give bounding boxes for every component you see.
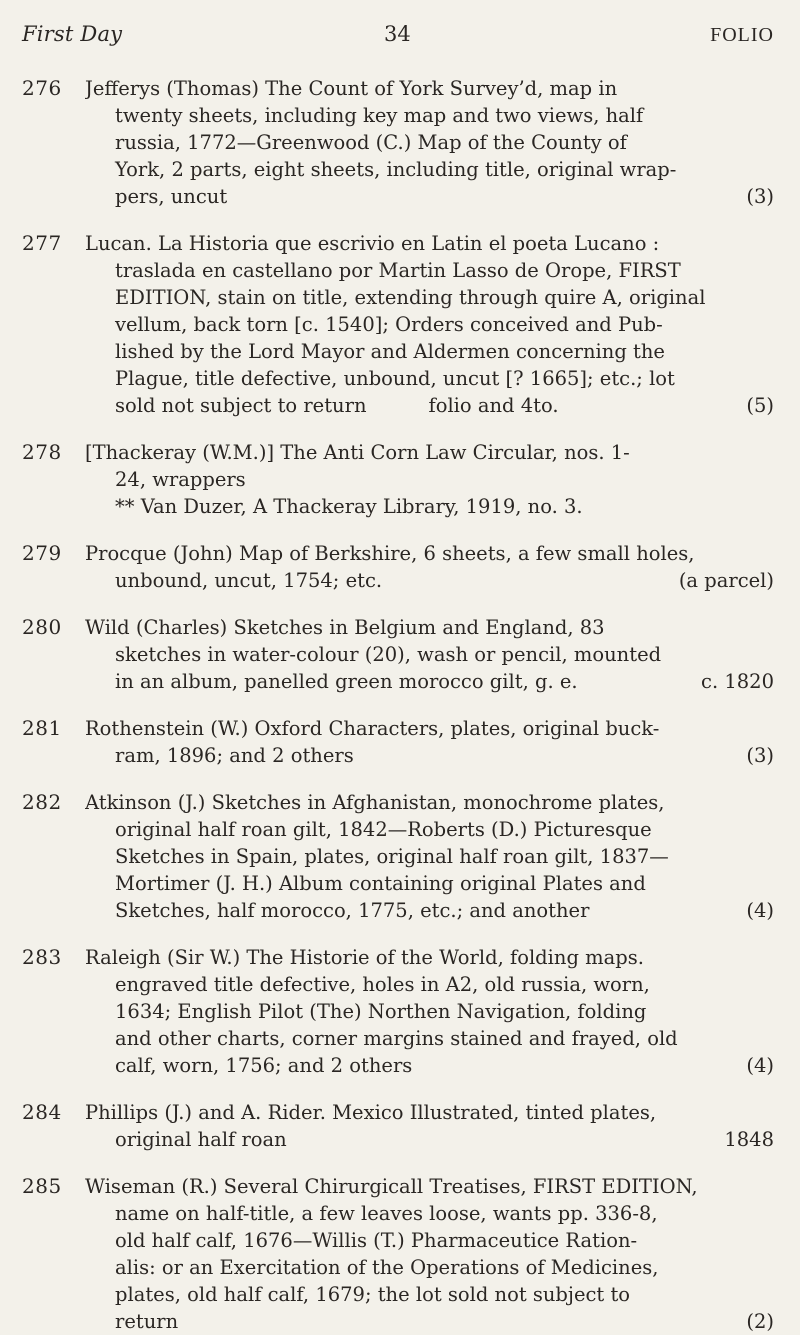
sale-day-label: First Day <box>22 22 123 46</box>
lot-line: EDITION, stain on title, extending through quire A, original <box>115 286 706 309</box>
lot-line: old half calf, 1676—Willis (T.) Pharmaceutice Ration- <box>115 1229 638 1252</box>
lot-line: Wiseman (R.) Several Chirurgicall Treatises, FIRST EDITION, <box>85 1175 698 1198</box>
lot-line: Jefferys (Thomas) The Count of York Survey’d, map in <box>85 77 618 100</box>
lot-last-text: ram, 1896; and 2 others <box>115 744 354 767</box>
lot-entry <box>22 715 774 769</box>
lot-last-text: ** Van Duzer, A Thackeray Library, 1919, no. 3. <box>115 495 583 518</box>
lot-line: Plague, title defective, unbound, uncut [? 1665]; etc.; lot <box>115 367 675 390</box>
lot-number: 280 <box>22 615 62 639</box>
lot-description <box>85 944 774 1079</box>
lot-quantity: (3) <box>746 744 774 767</box>
lot-line: plates, old half calf, 1679; the lot sold not subject to <box>115 1283 631 1306</box>
lot-last-line <box>85 392 774 419</box>
lot-line: 1634; English Pilot (The) Northen Navigation, folding <box>115 1000 647 1023</box>
lot-line: alis: or an Exercitation of the Operations of Medicines, <box>115 1256 659 1279</box>
lot-description <box>85 540 774 594</box>
lot-line: engraved title defective, holes in A2, old russia, worn, <box>115 973 650 996</box>
lot-quantity: (4) <box>746 899 774 922</box>
lot-number: 281 <box>22 716 62 740</box>
lot-number: 284 <box>22 1100 62 1124</box>
lot-line: Atkinson (J.) Sketches in Afghanistan, monochrome plates, <box>85 791 665 814</box>
lot-line: Raleigh (Sir W.) The Historie of the World, folding maps. <box>85 946 644 969</box>
lot-entry <box>22 1099 774 1153</box>
lot-last-line <box>85 1308 774 1335</box>
page-header <box>22 22 774 47</box>
lot-last-text: pers, uncut <box>115 185 228 208</box>
lot-description <box>85 75 774 210</box>
lot-last-text: sold not subject to return folio and 4to. <box>115 394 559 417</box>
lot-last-line <box>85 183 774 210</box>
lot-line: Mortimer (J. H.) Album containing original Plates and <box>115 872 646 895</box>
lot-quantity: (3) <box>746 185 774 208</box>
lot-description <box>85 1173 774 1335</box>
lot-line: Phillips (J.) and A. Rider. Mexico Illustrated, tinted plates, <box>85 1101 657 1124</box>
lot-line: and other charts, corner margins stained and frayed, old <box>115 1027 678 1050</box>
lot-quantity: (5) <box>746 394 774 417</box>
lot-entry <box>22 75 774 210</box>
lot-last-text: return <box>115 1310 179 1333</box>
lot-number: 283 <box>22 945 62 969</box>
lot-number: 278 <box>22 440 62 464</box>
lot-line: York, 2 parts, eight sheets, including title, original wrap- <box>115 158 677 181</box>
lot-description <box>85 230 774 419</box>
lot-line: sketches in water-colour (20), wash or pencil, mounted <box>115 643 662 666</box>
lot-line: Lucan. La Historia que escrivio en Latin el poeta Lucano : <box>85 232 660 255</box>
lot-last-text: original half roan <box>115 1128 287 1151</box>
lot-description <box>85 789 774 924</box>
lot-line: lished by the Lord Mayor and Aldermen concerning the <box>115 340 665 363</box>
lot-line: 24, wrappers <box>115 468 246 491</box>
lot-number: 276 <box>22 76 62 100</box>
lot-quantity: c. 1820 <box>701 670 774 693</box>
lot-line: russia, 1772—Greenwood (C.) Map of the County of <box>115 131 627 154</box>
lot-last-line <box>85 1126 774 1153</box>
lot-description <box>85 1099 774 1153</box>
lot-entry <box>22 230 774 419</box>
lot-line: traslada en castellano por Martin Lasso de Orope, FIRST <box>115 259 681 282</box>
lot-description <box>85 614 774 695</box>
lot-list <box>22 75 774 1335</box>
lot-last-line <box>85 567 774 594</box>
lot-entry <box>22 439 774 520</box>
lot-line: twenty sheets, including key map and two views, half <box>115 104 644 127</box>
lot-last-line <box>85 1052 774 1079</box>
lot-number: 285 <box>22 1174 62 1198</box>
lot-last-line <box>85 897 774 924</box>
lot-entry <box>22 540 774 594</box>
lot-line: Rothenstein (W.) Oxford Characters, plates, original buck- <box>85 717 660 740</box>
lot-last-line <box>85 668 774 695</box>
lot-description <box>85 715 774 769</box>
lot-last-text: unbound, uncut, 1754; etc. <box>115 569 383 592</box>
lot-line: vellum, back torn [c. 1540]; Orders conceived and Pub- <box>115 313 663 336</box>
lot-line: original half roan gilt, 1842—Roberts (D.) Picturesque <box>115 818 652 841</box>
lot-entry <box>22 789 774 924</box>
lot-description <box>85 439 774 520</box>
lot-last-line <box>85 493 774 520</box>
lot-entry <box>22 1173 774 1335</box>
page-number: 34 <box>384 22 411 46</box>
lot-number: 277 <box>22 231 62 255</box>
lot-line: Procque (John) Map of Berkshire, 6 sheets, a few small holes, <box>85 542 695 565</box>
lot-entry <box>22 614 774 695</box>
lot-entry <box>22 944 774 1079</box>
lot-last-text: in an album, panelled green morocco gilt, g. e. <box>115 670 578 693</box>
lot-line: [Thackeray (W.M.)] The Anti Corn Law Circular, nos. 1- <box>85 441 630 464</box>
lot-quantity: (a parcel) <box>678 569 774 592</box>
lot-last-text: calf, worn, 1756; and 2 others <box>115 1054 413 1077</box>
lot-line: Sketches in Spain, plates, original half roan gilt, 1837— <box>115 845 669 868</box>
lot-quantity <box>766 493 774 520</box>
lot-line: Wild (Charles) Sketches in Belgium and England, 83 <box>85 616 605 639</box>
lot-quantity: (4) <box>746 1054 774 1077</box>
lot-number: 279 <box>22 541 62 565</box>
section-label: FOLIO <box>710 24 774 46</box>
lot-line: name on half-title, a few leaves loose, wants pp. 336-8, <box>115 1202 658 1225</box>
lot-last-text: Sketches, half morocco, 1775, etc.; and another <box>115 899 590 922</box>
lot-last-line <box>85 742 774 769</box>
lot-quantity: 1848 <box>724 1128 774 1151</box>
lot-quantity: (2) <box>746 1310 774 1333</box>
lot-number: 282 <box>22 790 62 814</box>
